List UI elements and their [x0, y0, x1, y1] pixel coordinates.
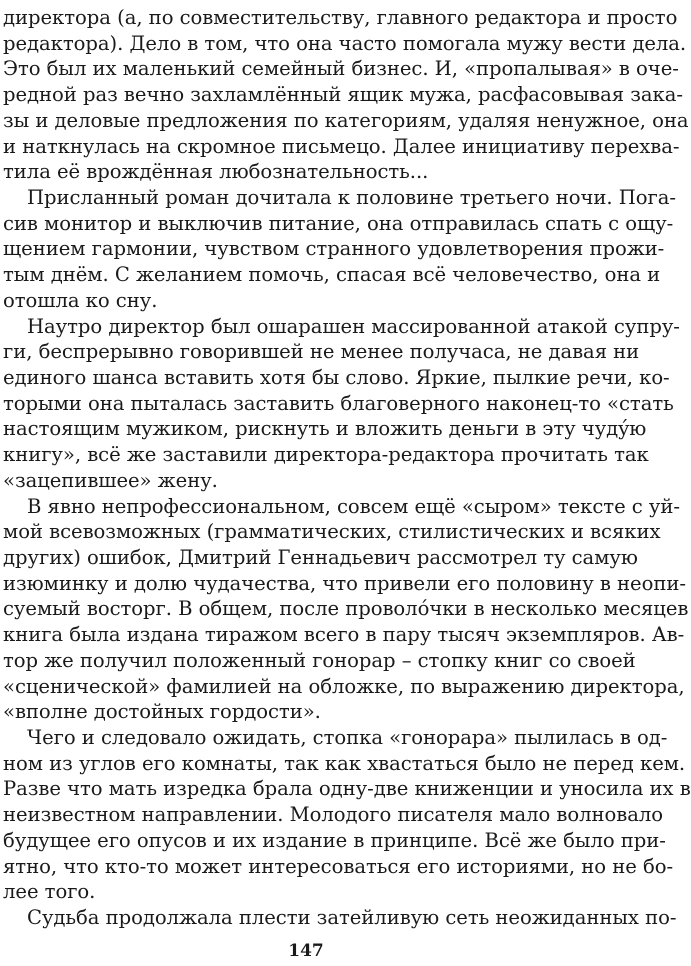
page-number: 147 — [288, 941, 324, 961]
paragraph-first-line: Присланный роман дочитала к половине третьего ночи. Пога- — [27, 186, 676, 209]
text-line: Разве что мать изредка брала одну-две книженции и уносила их в — [3, 777, 691, 801]
text-line: тым днём. С желанием помочь, спасая всё человечество, она и — [3, 263, 661, 287]
text-line: зы и деловые предложения по категориям, удаляя ненужное, она — [3, 108, 689, 132]
text-line: тор же получил положенный гонорар – стопку книг со своей — [3, 648, 636, 672]
text-line: и наткнулась на скромное письмецо. Далее инициативу перехва- — [3, 134, 680, 158]
text-line: директора (а, по совместительству, главного редактора и просто — [3, 6, 678, 29]
text-line: неизвестном направлении. Молодого писателя мало волновало — [3, 803, 664, 827]
paragraph-first-line: Судьба продолжала плести затейливую сеть неожиданных по- — [27, 906, 677, 929]
paragraph-first-line: Чего и следовало ожидать, стопка «гонорара» пылилась в од- — [27, 726, 668, 749]
text-line: книгу», всё же заставили директора-редактора прочитать так — [3, 443, 649, 467]
text-line: тила её врождённая любознательность... — [3, 160, 429, 184]
text-line: торыми она пыталась заставить благоверного наконец-то «стать — [3, 391, 674, 415]
paragraph-first-line: В явно непрофессиональном, совсем ещё «сыром» тексте с уй- — [27, 494, 680, 518]
text-line: книга была издана тиражом всего в пару тысяч экземпляров. Ав- — [3, 623, 685, 647]
text-line: Это был их маленький семейный бизнес. И, «пропалывая» в оче- — [3, 57, 679, 81]
text-line: «сценической» фамилией на обложке, по выражению директора, — [3, 674, 685, 698]
text-line: ги, беспрерывно говорившей не менее получаса, не давая ни — [3, 340, 640, 364]
text-line: суемый восторг. В общем, после проволóчки в несколько месяцев — [3, 597, 689, 621]
text-line: ятно, что кто-то может интересоваться его историями, но не бо- — [3, 854, 674, 878]
book-page — [3, 0, 691, 966]
text-line: лее того. — [3, 880, 96, 904]
text-line: сив монитор и выключив питание, она отправилась спать с ощу- — [3, 211, 674, 235]
text-line: «вполне достойных гордости». — [3, 700, 321, 724]
text-line: ном из углов его комнаты, так как хвастаться было не перед кем. — [3, 751, 686, 775]
text-line: отошла ко сну. — [3, 288, 158, 312]
text-line: редактора). Дело в том, что она часто помогала мужу вести дела. — [3, 31, 687, 55]
paragraph-first-line: Наутро директор был ошарашен массированной атакой супру- — [27, 314, 680, 338]
text-line: щением гармонии, чувством странного удовлетворения прожи- — [3, 237, 665, 261]
text-line: мой всевозможных (грамматических, стилистических и всяких — [3, 520, 661, 544]
text-line: «зацепившее» жену. — [3, 468, 218, 492]
text-line: единого шанса вставить хотя бы слово. Яркие, пылкие речи, ко- — [3, 366, 670, 389]
text-line: будущее его опусов и их издание в принципе. Всё же было при- — [3, 828, 666, 852]
text-line: редной раз вечно захламлённый ящик мужа, расфасовывая зака- — [3, 83, 683, 107]
text-line: других) ошибок, Дмитрий Геннадьевич рассмотрел ту самую — [3, 546, 638, 569]
text-line: настоящим мужиком, рискнуть и вложить деньги в эту чудýю — [3, 417, 647, 441]
text-line: изюминку и долю чудачества, что привели его половину в неопи- — [3, 571, 686, 595]
